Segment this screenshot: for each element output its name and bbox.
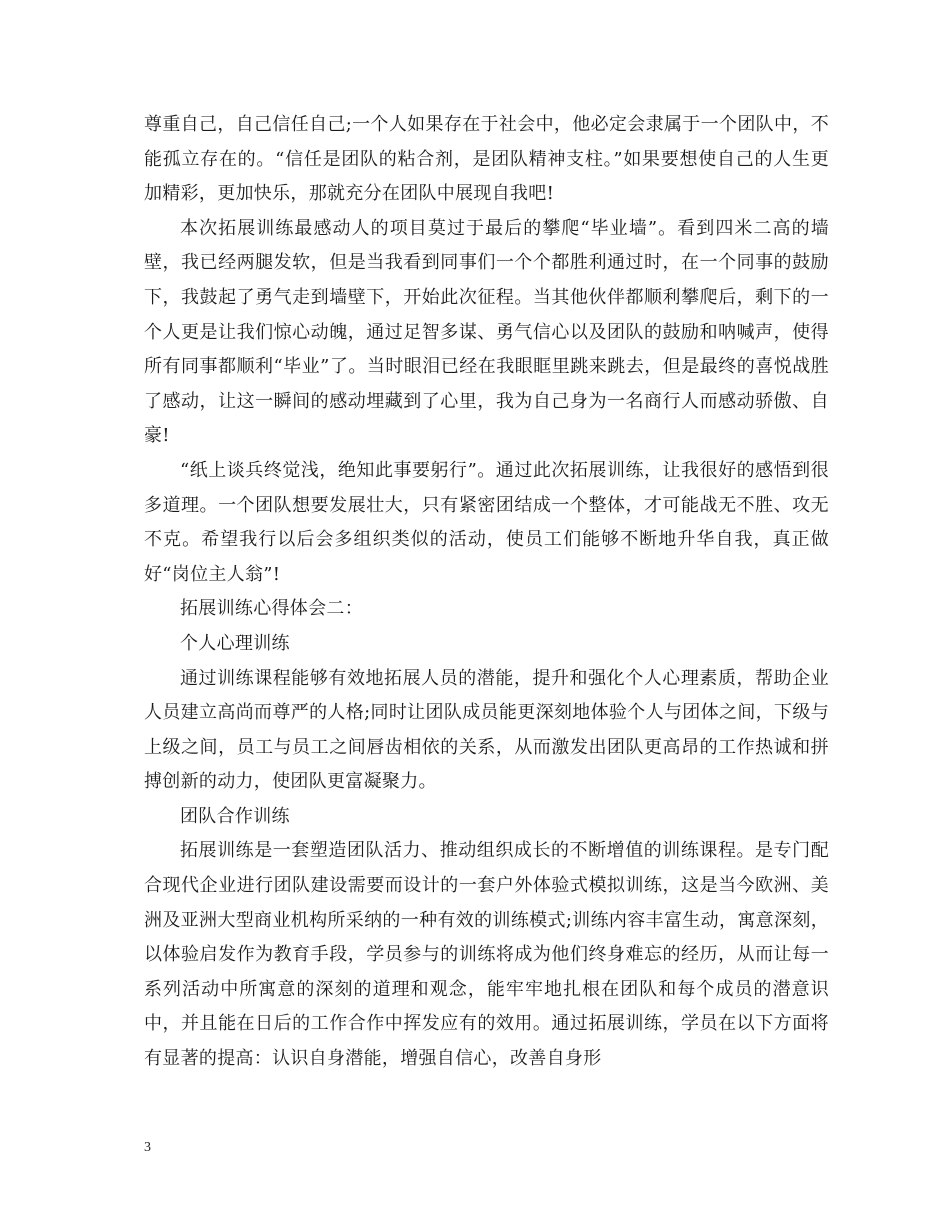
paragraph-1: 尊重自己，自己信任自己;一个人如果存在于社会中，他必定会隶属于一个团队中，不能孤立存在的。“信任是团队的粘合剂，是团队精神支柱。”如果要想使自己的人生更加精彩，更加快乐，那就充分在团队中展现自我吧! [144, 114, 829, 205]
section-heading-2: 拓展训练心得体会二： [180, 598, 363, 620]
paragraph-2: 本次拓展训练最感动人的项目莫过于最后的攀爬“毕业墙”。看到四米二高的墙壁，我已经两腿发软，但是当我看到同事们一个个都胜利通过时，在一个同事的鼓励下，我鼓起了勇气走到墙壁下，开始此次征程。当其他伙伴都顺利攀爬后，剩下的一个人更是让我们惊心动魄，通过足智多谋、勇气信心以及团队的鼓励和呐喊声，使得所有同事都顺利“毕业”了。当时眼泪已经在我眼眶里跳来跳去，但是最终的喜悦战胜了感动，让这一瞬间的感动埋藏到了心里，我为自己身为一名商行人而感动骄傲、自豪! [144, 217, 829, 447]
document-body [144, 108, 829, 1077]
paragraph-4: 通过训练课程能够有效地拓展人员的潜能，提升和强化个人心理素质，帮助企业人员建立高尚而尊严的人格;同时让团队成员能更深刻地体验个人与团体之间，下级与上级之间，员工与员工之间唇齿相依的关系，从而激发出团队更高昂的工作热诚和拼搏创新的动力，使团队更富凝聚力。 [144, 667, 829, 793]
subheading-personal-training: 个人心理训练 [180, 632, 290, 654]
paragraph-5: 拓展训练是一套塑造团队活力、推动组织成长的不断增值的训练课程。是专门配合现代企业进行团队建设需要而设计的一套户外体验式模拟训练，这是当今欧洲、美洲及亚洲大型商业机构所采纳的一种有效的训练模式;训练内容丰富生动，寓意深刻，以体验启发作为教育手段，学员参与的训练将成为他们终身难忘的经历，从而让每一系列活动中所寓意的深刻的道理和观念，能牢牢地扎根在团队和每个成员的潜意识中，并且能在日后的工作合作中挥发应有的效用。通过拓展训练，学员在以下方面将有显著的提高：认识自身潜能，增强自信心，改善自身形 [144, 840, 829, 1070]
paragraph-3: “纸上谈兵终觉浅，绝知此事要躬行”。通过此次拓展训练，让我很好的感悟到很多道理。一个团队想要发展壮大，只有紧密团结成一个整体，才可能战无不胜、攻无不克。希望我行以后会多组织类似的活动，使员工们能够不断地升华自我，真正做好“岗位主人翁”! [144, 459, 829, 585]
page-number: 3 [144, 1140, 151, 1155]
subheading-team-training: 团队合作训练 [180, 805, 290, 827]
